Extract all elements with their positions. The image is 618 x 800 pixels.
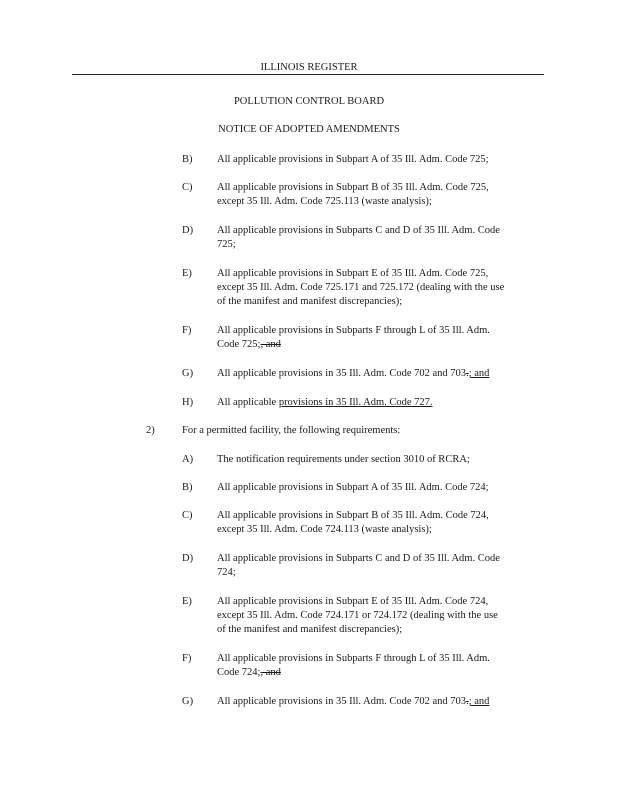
struck-text: , and xyxy=(260,339,281,350)
item-label: F) xyxy=(182,653,192,664)
struck-text: , and xyxy=(260,667,281,678)
item-text: 725; xyxy=(217,239,236,250)
register-title: ILLINOIS REGISTER xyxy=(260,62,358,73)
item-text: The notification requirements under section 3010 of RCRA; xyxy=(217,454,470,465)
added-text: ; and xyxy=(468,368,490,379)
struck-text: . xyxy=(466,696,469,707)
item-label: C) xyxy=(182,510,193,521)
section-intro: For a permitted facility, the following requirements: xyxy=(182,425,401,436)
item-text xyxy=(217,338,281,351)
item-text: All applicable provisions in Subparts F through L of 35 Ill. Adm. xyxy=(217,325,490,336)
item-text: All applicable provisions in Subpart A of 35 Ill. Adm. Code 725; xyxy=(217,154,489,165)
struck-text: . xyxy=(466,368,469,379)
item-label: H) xyxy=(182,397,194,408)
item-label: B) xyxy=(182,154,193,165)
item-label: D) xyxy=(182,225,194,236)
item-text: All applicable provisions in Subpart E of 35 Ill. Adm. Code 724, xyxy=(217,596,489,607)
section-number: 2) xyxy=(146,425,155,436)
item-text: All applicable provisions in Subpart B of 35 Ill. Adm. Code 724, xyxy=(217,510,489,521)
item-text xyxy=(217,367,489,380)
item-text: All applicable provisions in Subparts F through L of 35 Ill. Adm. xyxy=(217,653,490,664)
text-run: All applicable xyxy=(217,397,279,408)
item-text: All applicable provisions in Subpart A of 35 Ill. Adm. Code 724; xyxy=(217,482,489,493)
item-text: All applicable provisions in Subparts C and D of 35 Ill. Adm. Code xyxy=(217,553,500,564)
text-run: Code 724; xyxy=(217,667,261,678)
item-label: A) xyxy=(182,454,194,465)
item-text xyxy=(217,666,281,679)
item-text xyxy=(217,396,433,409)
text-run: All applicable provisions in 35 Ill. Adm. Code 702 and 703 xyxy=(217,696,467,707)
item-text: except 35 Ill. Adm. Code 725.171 and 725.172 (dealing with the use xyxy=(217,282,505,293)
item-text: All applicable provisions in Subparts C and D of 35 Ill. Adm. Code xyxy=(217,225,500,236)
item-label: F) xyxy=(182,325,192,336)
item-text: All applicable provisions in Subpart B of 35 Ill. Adm. Code 725, xyxy=(217,182,489,193)
item-label: E) xyxy=(182,268,192,279)
item-text: All applicable provisions in Subpart E of 35 Ill. Adm. Code 725, xyxy=(217,268,489,279)
item-text xyxy=(217,695,489,708)
added-text: ; and xyxy=(468,696,490,707)
item-text: 724; xyxy=(217,567,236,578)
item-text: except 35 Ill. Adm. Code 724.113 (waste analysis); xyxy=(217,524,432,535)
item-text: except 35 Ill. Adm. Code 725.113 (waste analysis); xyxy=(217,196,432,207)
agency-title: POLLUTION CONTROL BOARD xyxy=(233,96,385,107)
text-run: Code 725; xyxy=(217,339,261,350)
item-label: C) xyxy=(182,182,193,193)
item-label: D) xyxy=(182,553,194,564)
item-text: except 35 Ill. Adm. Code 724.171 or 724.172 (dealing with the use xyxy=(217,610,498,621)
item-label: G) xyxy=(182,696,194,707)
added-text: provisions in 35 Ill. Adm. Code 727. xyxy=(278,397,433,408)
item-label: B) xyxy=(182,482,193,493)
item-label: E) xyxy=(182,596,192,607)
item-text: of the manifest and manifest discrepancies); xyxy=(217,624,403,635)
header-rule xyxy=(72,74,544,75)
item-label: G) xyxy=(182,368,194,379)
item-text: of the manifest and manifest discrepancies); xyxy=(217,296,403,307)
notice-title: NOTICE OF ADOPTED AMENDMENTS xyxy=(218,124,400,135)
text-run: All applicable provisions in 35 Ill. Adm. Code 702 and 703 xyxy=(217,368,467,379)
